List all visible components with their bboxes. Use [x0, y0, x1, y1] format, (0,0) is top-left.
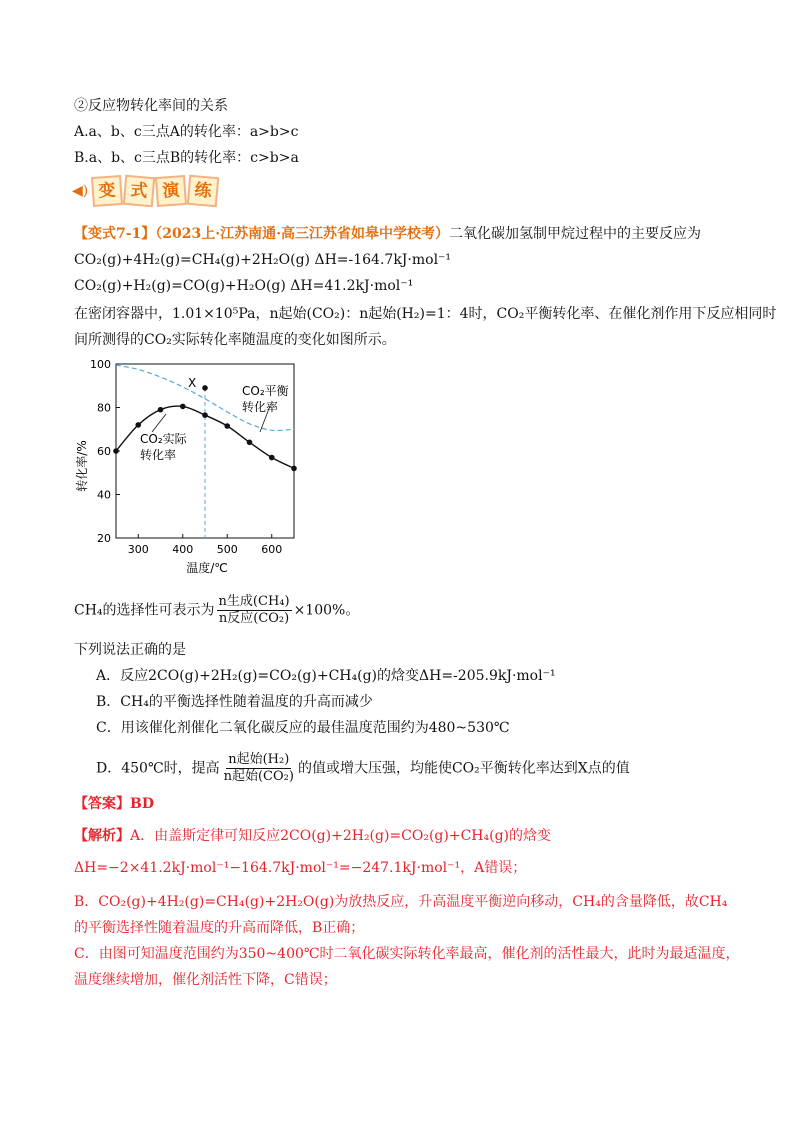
act-label-pointer [152, 414, 166, 432]
option-d-denominator: n起始(CO₂) [223, 769, 294, 784]
actual-data-point [224, 423, 230, 429]
reaction-1: CO₂(g)+4H₂(g)=CH₄(g)+2H₂O(g) ΔH=-164.7kJ·mol⁻¹ [74, 252, 452, 268]
actual-data-point [113, 448, 119, 454]
speaker-icon: ◀) [72, 183, 89, 199]
selectivity-line [74, 594, 359, 627]
analysis-a-line2: ΔH=−2×41.2kJ·mol⁻¹−164.7kJ·mol⁻¹=−247.1kJ·mol⁻¹，A错误； [74, 860, 527, 876]
banner-char: 演 [155, 175, 187, 207]
actual-data-point [158, 407, 164, 413]
x-tick-label: 300 [127, 543, 149, 556]
option-d-pre: D．450℃时，提高 [96, 760, 220, 777]
selectivity-numerator: n生成(CH₄) [218, 594, 290, 609]
y-tick-label: 60 [97, 445, 111, 458]
selectivity-denominator: n反应(CO₂) [218, 611, 290, 626]
x-axis-label: 温度/℃ [186, 561, 228, 575]
option-d-post: 的值或增大压强，均能使CO₂平衡转化率达到X点的值 [297, 760, 630, 777]
actual-data-point [247, 440, 253, 446]
analysis-b-line1: B．CO₂(g)+4H₂(g)=CH₄(g)+2H₂O(g)为放热反应，升高温度平衡逆向移动，CH₄的含量降低，故CH₄ [74, 894, 728, 910]
banner-char: 变 [91, 175, 123, 207]
y-axis-label: 转化率/% [75, 440, 89, 492]
variant-source: （2023上·江苏南通·高三江苏省如皋中学校考） [155, 226, 450, 242]
answer-line: 【答案】BD [74, 796, 154, 812]
option-d-numerator: n起始(H₂) [228, 752, 290, 767]
point-x-label: X [188, 375, 197, 390]
analysis-a-line1 [74, 826, 551, 846]
variant-tag: 【变式7-1】 [74, 226, 156, 242]
line-statement-b: B.a、b、c三点B的转化率：c>b>a [74, 150, 299, 166]
selectivity-pre: CH₄的选择性可表示为 [74, 602, 215, 619]
conversion-chart [74, 354, 314, 578]
selectivity-post: ×100%。 [293, 602, 360, 619]
act-curve-label-1: CO₂实际 [140, 432, 187, 446]
analysis-tag: 【解析】 [74, 828, 130, 844]
option-d [96, 752, 630, 785]
y-tick-label: 80 [97, 401, 111, 415]
x-tick-label: 600 [261, 543, 283, 556]
analysis-b-line2: 的平衡选择性随着温度的升高而降低，B正确； [74, 920, 365, 936]
actual-data-point [180, 404, 186, 410]
reaction-2: CO₂(g)+H₂(g)=CO(g)+H₂O(g) ΔH=41.2kJ·mol⁻¹ [74, 278, 414, 294]
selectivity-fraction [217, 594, 292, 627]
analysis-c-line2: 温度继续增加，催化剂活性下降，C错误； [74, 972, 337, 988]
y-tick-label: 20 [97, 532, 111, 545]
x-tick-label: 400 [172, 543, 194, 556]
practice-banner [72, 176, 218, 206]
line-statement-a: A.a、b、c三点A的转化率：a>b>c [74, 124, 299, 140]
variant-intro: 二氧化碳加氢制甲烷过程中的主要反应为 [449, 226, 702, 242]
condition-line-1: 在密闭容器中，1.01×10⁵Pa，n起始(CO₂)：n起始(H₂)=1：4时，CO₂平衡转化率、在催化剂作用下反应相同时 [74, 306, 777, 322]
eq-curve-label-2: 转化率 [242, 400, 279, 414]
actual-data-point [135, 422, 141, 428]
option-a: A．反应2CO(g)+2H₂(g)=CO₂(g)+CH₄(g)的焓变ΔH=-205.9kJ·mol⁻¹ [96, 668, 556, 684]
analysis-a-text: A．由盖斯定律可知反应2CO(g)+2H₂(g)=CO₂(g)+CH₄(g)的焓变 [130, 828, 552, 844]
option-b: B．CH₄的平衡选择性随着温度的升高而减少 [96, 694, 373, 710]
actual-data-point [269, 455, 275, 461]
variant-intro-line [74, 224, 701, 244]
point-x [202, 385, 208, 391]
question-prompt: 下列说法正确的是 [74, 642, 186, 658]
x-tick-label: 500 [216, 543, 238, 556]
actual-data-point [202, 412, 208, 418]
condition-line-2: 间所测得的CO₂实际转化率随温度的变化如图所示。 [74, 332, 396, 348]
banner-char: 式 [123, 175, 156, 208]
y-tick-label: 40 [97, 488, 111, 502]
y-tick-label: 100 [90, 358, 111, 371]
banner-char: 练 [187, 175, 220, 208]
line-relation-heading: ②反应物转化率间的关系 [74, 98, 228, 114]
eq-curve-label-1: CO₂平衡 [242, 384, 289, 398]
act-curve-label-2: 转化率 [140, 448, 177, 462]
actual-data-point [291, 466, 297, 472]
option-d-fraction [222, 752, 296, 785]
analysis-c-line1: C．由图可知温度范围约为350~400℃时二氧化碳实际转化率最高，催化剂的活性最大，此时为最适温度， [74, 946, 740, 962]
option-c: C．用该催化剂催化二氧化碳反应的最佳温度范围约为480~530℃ [96, 720, 510, 736]
